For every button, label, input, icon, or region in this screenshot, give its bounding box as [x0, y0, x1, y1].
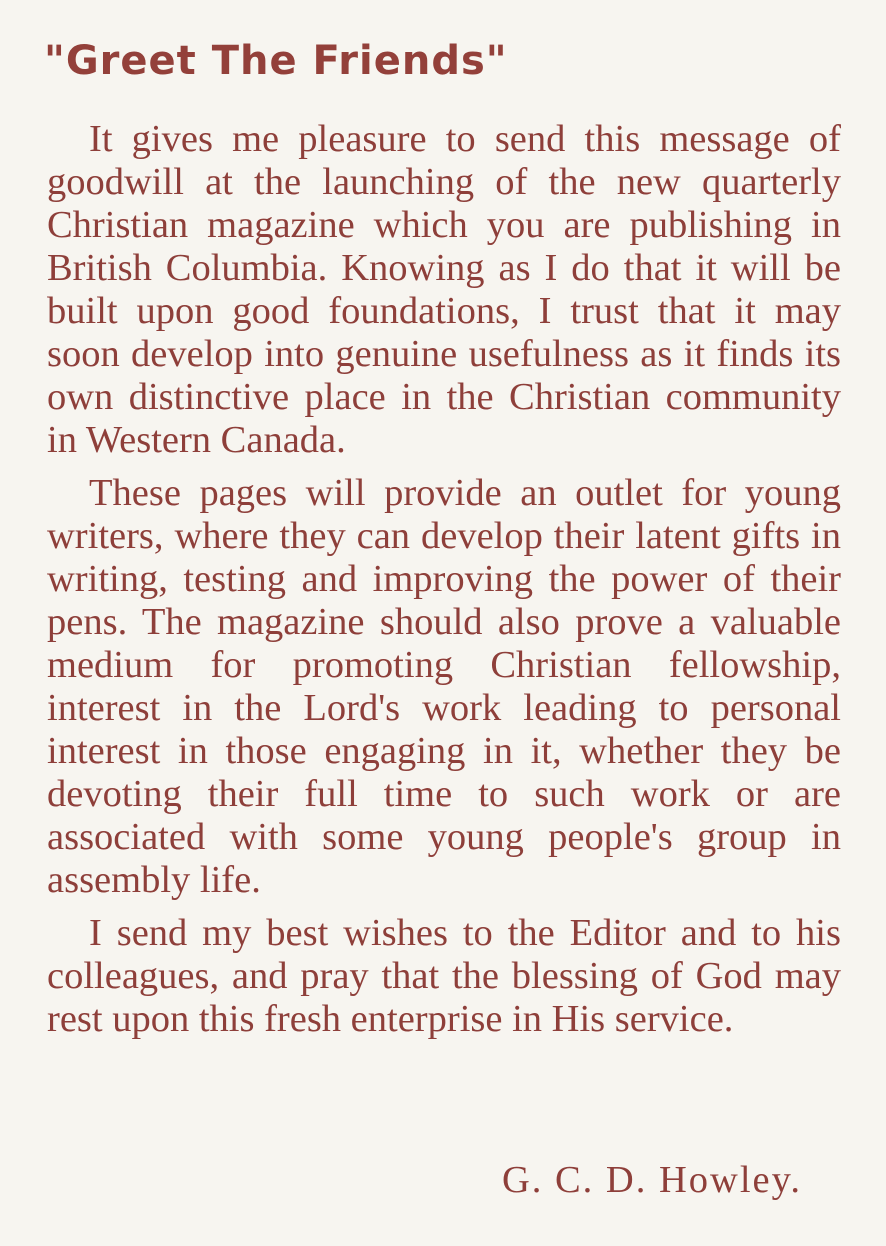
article-title: "Greet The Friends" [44, 38, 508, 84]
paragraph-2: These pages will provide an outlet for young writers, where they can develop their latent gifts in writing, testing and improving the power of their pens. The magazine should also prove a valuable medium for promoting Christian fellowship, interest in the Lord's work leading to personal interest in those engaging in it, whether they be devoting their full time to such work or are associated with some young people's group in assembly life. [47, 472, 841, 901]
article-body [47, 118, 841, 1051]
paragraph-3: I send my best wishes to the Editor and to his colleagues, and pray that the blessing of God may rest upon this fresh enterprise in His service. [47, 912, 841, 1040]
paragraph-1: It gives me pleasure to send this message of goodwill at the launching of the new quarterly Christian magazine which you are publishing in British Columbia. Knowing as I do that it will be built upon good foundations, I trust that it may soon develop into genuine usefulness as it finds its own distinctive place in the Christian community in Western Canada. [47, 118, 841, 461]
signature: G. C. D. Howley. [501, 1159, 802, 1201]
